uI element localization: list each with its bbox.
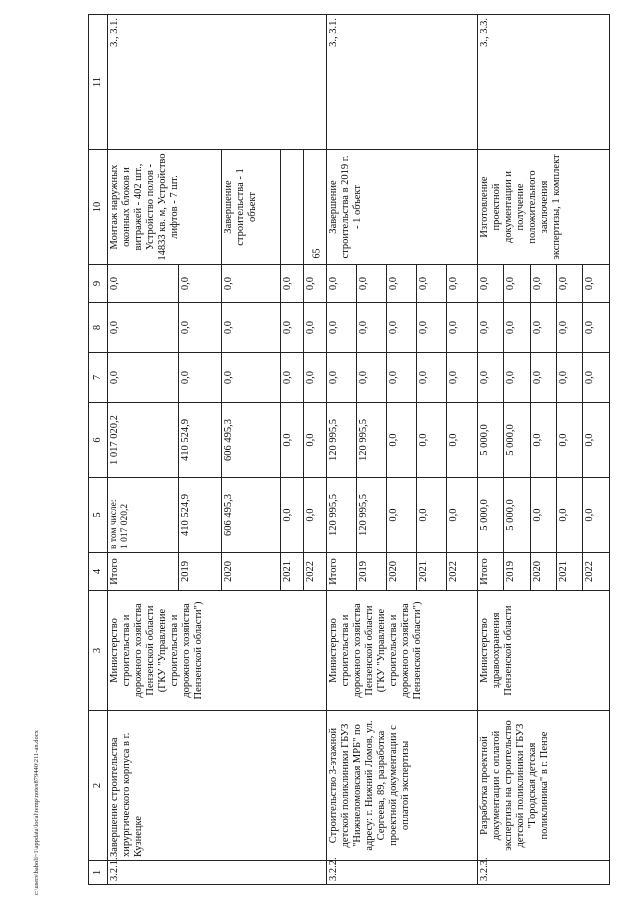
value-cell: 0,0 (387, 353, 417, 403)
value-text: 1 017 020,2 (119, 503, 130, 549)
value-cell: 0,0 (304, 478, 327, 553)
value-cell: 0,0 (504, 303, 530, 353)
value-cell: 0,0 (304, 353, 327, 403)
value-cell: 410 524,9 (179, 403, 222, 478)
target-ref: 3., 3.1. (108, 15, 327, 150)
header-cell: 10 (89, 150, 108, 265)
empty-cell (281, 150, 304, 265)
value-cell: 0,0 (447, 265, 477, 303)
year-cell: Итого (326, 553, 356, 591)
value-cell: 0,0 (504, 353, 530, 403)
header-cell: 2 (89, 711, 108, 861)
measure-name: Разработка проектной документации с оплатой экспертизы на строительство детской поликлиники ГБУЗ "Городская детская поликлиника" в г. Пензе (477, 711, 609, 861)
value-cell: 0,0 (281, 478, 304, 553)
value-cell: 0,0 (357, 303, 387, 353)
value-cell: 0,0 (417, 353, 447, 403)
page-number: 65 (311, 248, 323, 259)
program-measures-table (88, 14, 610, 885)
value-cell: 0,0 (281, 265, 304, 303)
value-cell: 0,0 (387, 265, 417, 303)
target-ref: 3., 3.3. (477, 15, 609, 150)
value-cell: 0,0 (447, 478, 477, 553)
rotated-table-wrapper (88, 15, 610, 885)
value-cell: 0,0 (556, 303, 582, 353)
footer-file-path: c:\users\baboli~1\appdata\local\temp\notes879440\211-an.docx (33, 730, 40, 895)
year-cell: 2022 (583, 553, 610, 591)
value-cell: 0,0 (108, 265, 179, 303)
year-cell: 2020 (222, 553, 281, 591)
value-cell: 0,0 (281, 403, 304, 478)
value-cell: 5 000,0 (477, 403, 503, 478)
year-cell: 2021 (417, 553, 447, 591)
year-cell: 2019 (179, 553, 222, 591)
value-cell: 0,0 (222, 265, 281, 303)
value-cell: 0,0 (326, 303, 356, 353)
result-description: Изготовление проектной документации и получение положительного заключения экспертизы, 1 комплект (477, 150, 609, 265)
value-cell: 0,0 (530, 478, 556, 553)
header-cell: 6 (89, 403, 108, 478)
year-cell: Итого (477, 553, 503, 591)
value-cell: 0,0 (387, 478, 417, 553)
value-cell: 0,0 (477, 353, 503, 403)
value-cell: 0,0 (417, 303, 447, 353)
value-cell: 0,0 (417, 403, 447, 478)
value-cell: 606 495,3 (222, 403, 281, 478)
value-cell: 0,0 (583, 265, 610, 303)
header-cell: 9 (89, 265, 108, 303)
value-cell: 0,0 (108, 303, 179, 353)
header-cell: 7 (89, 353, 108, 403)
value-cell: 0,0 (417, 265, 447, 303)
year-cell: 2021 (556, 553, 582, 591)
value-cell: 0,0 (477, 303, 503, 353)
value-cell: 5 000,0 (504, 403, 530, 478)
value-cell: 0,0 (281, 303, 304, 353)
value-cell: 0,0 (447, 353, 477, 403)
value-cell: 0,0 (222, 353, 281, 403)
result-description: Завершение строительства в 2019 г. - 1 объект (326, 150, 477, 265)
value-cell: 0,0 (530, 265, 556, 303)
value-cell: 0,0 (556, 353, 582, 403)
value-cell: 0,0 (326, 353, 356, 403)
value-cell: 0,0 (387, 403, 417, 478)
value-cell: 0,0 (222, 303, 281, 353)
header-row (89, 15, 108, 885)
value-cell: 0,0 (530, 303, 556, 353)
value-cell: 0,0 (556, 403, 582, 478)
value-cell: 0,0 (304, 403, 327, 478)
value-cell: 0,0 (304, 265, 327, 303)
empty-cell (304, 150, 327, 265)
value-cell: 120 995,5 (357, 403, 387, 478)
year-cell: 2022 (304, 553, 327, 591)
header-cell: 8 (89, 303, 108, 353)
header-cell: 1 (89, 861, 108, 885)
value-cell: 0,0 (530, 403, 556, 478)
measure-name: Завершение строительства хирургического корпуса в г. Кузнецке (108, 711, 327, 861)
value-cell: 0,0 (583, 478, 610, 553)
in-tom-chisle-label: в том числе: (109, 499, 119, 549)
target-ref: 3., 3.1. (326, 15, 477, 150)
value-cell: 0,0 (583, 353, 610, 403)
value-cell: 0,0 (583, 303, 610, 353)
value-cell: 0,0 (583, 403, 610, 478)
value-cell: 0,0 (504, 265, 530, 303)
header-cell: 5 (89, 478, 108, 553)
value-cell: 120 995,5 (326, 478, 356, 553)
value-cell: 0,0 (387, 303, 417, 353)
value-cell: 0,0 (281, 353, 304, 403)
header-cell: 11 (89, 15, 108, 150)
table-row (108, 15, 179, 885)
executor: Министерство строительства и дорожного хозяйства Пензенской области (ГКУ "Управление строительства и дорожного хозяйства Пензенской области") (108, 591, 327, 711)
value-cell: 0,0 (417, 478, 447, 553)
value-cell: 5 000,0 (477, 478, 503, 553)
year-cell: 2019 (504, 553, 530, 591)
value-cell (108, 478, 179, 553)
value-cell: 1 017 020,2 (108, 403, 179, 478)
value-cell: 0,0 (556, 478, 582, 553)
value-cell: 5 000,0 (504, 478, 530, 553)
year-cell: 2020 (387, 553, 417, 591)
year-cell: 2021 (281, 553, 304, 591)
year-cell: 2019 (357, 553, 387, 591)
value-cell: 0,0 (447, 403, 477, 478)
year-cell: 2020 (530, 553, 556, 591)
row-number: 3.2.3. (477, 861, 609, 885)
value-cell: 120 995,5 (357, 478, 387, 553)
header-cell: 4 (89, 553, 108, 591)
value-cell: 0,0 (357, 353, 387, 403)
year-cell: Итого (108, 553, 179, 591)
value-cell: 0,0 (447, 303, 477, 353)
result-description: Завершение строительства - 1 объект (222, 150, 281, 265)
value-cell: 410 524,9 (179, 478, 222, 553)
value-cell: 0,0 (108, 353, 179, 403)
value-cell: 0,0 (530, 353, 556, 403)
executor: Министерство строительства и дорожного хозяйства Пензенской области (ГКУ "Управление строительства и дорожного хозяйства Пензенской области") (326, 591, 477, 711)
value-cell: 120 995,5 (326, 403, 356, 478)
row-number: 3.2.1. (108, 861, 327, 885)
value-cell: 606 495,3 (222, 478, 281, 553)
value-cell: 0,0 (556, 265, 582, 303)
value-cell: 0,0 (477, 265, 503, 303)
measure-name: Строительство 3-этажной детской поликлиники ГБУЗ "Нижнеломовская МРБ" по адресу: г. Нижний Ломов, ул. Сергеева, 89, разработка проектной документации с оплатой экспертизы (326, 711, 477, 861)
year-cell: 2022 (447, 553, 477, 591)
value-cell: 0,0 (179, 265, 222, 303)
table-row (326, 15, 356, 885)
table-row (477, 15, 503, 885)
executor: Министерство здравоохранения Пензенской области (477, 591, 609, 711)
value-cell: 0,0 (326, 265, 356, 303)
value-cell: 0,0 (179, 353, 222, 403)
header-cell: 3 (89, 591, 108, 711)
value-cell: 0,0 (304, 303, 327, 353)
value-cell: 0,0 (357, 265, 387, 303)
result-description: Монтаж наружных оконных блоков и витражей - 402 шт., Устройство полов - 14833 кв. м, Устройство лифтов - 7 шт. (108, 150, 222, 265)
row-number: 3.2.2. (326, 861, 477, 885)
value-cell: 0,0 (179, 303, 222, 353)
